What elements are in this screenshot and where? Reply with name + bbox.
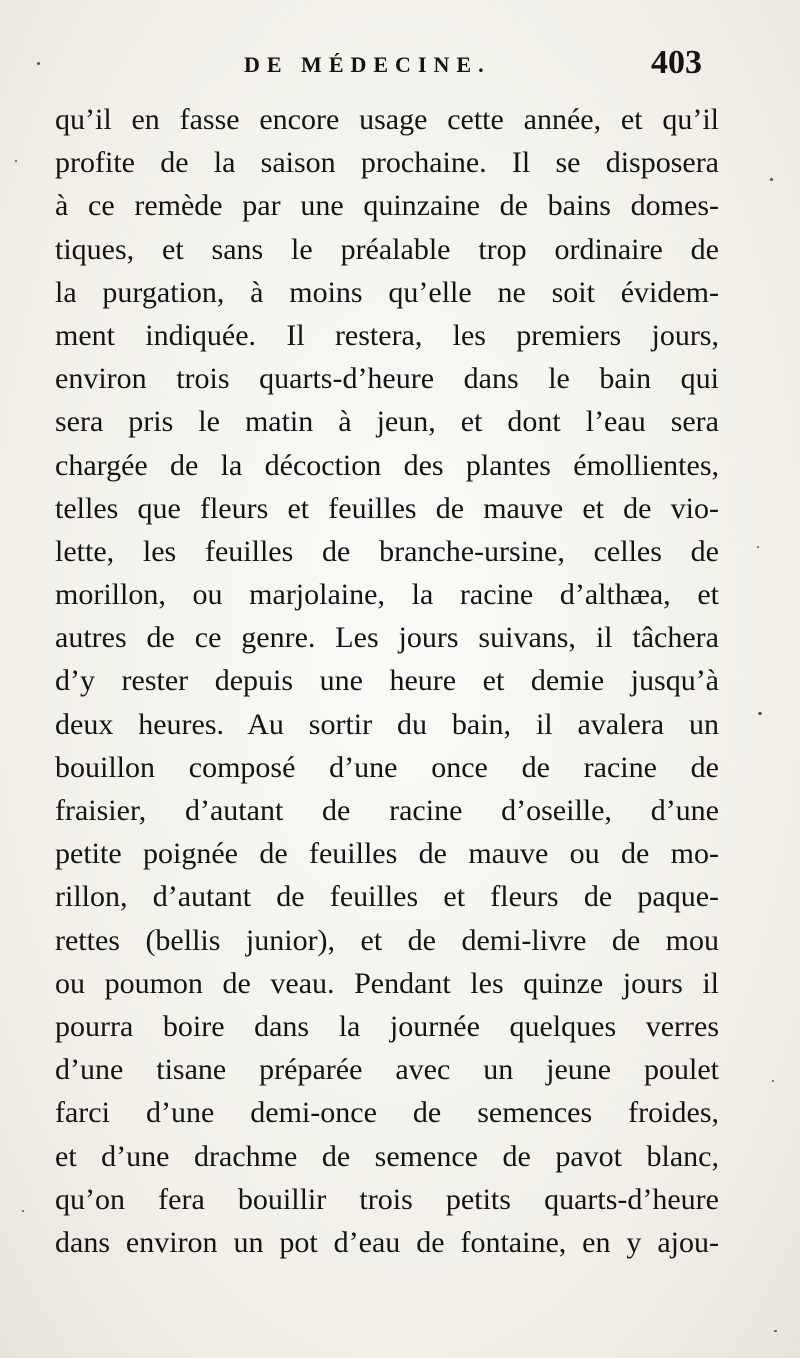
speck xyxy=(22,1210,24,1212)
text-line: qu’il en fasse encore usage cette année, et qu’il xyxy=(55,103,719,136)
speck xyxy=(774,1330,777,1332)
text-line: rillon, d’autant de feuilles et fleurs de paque- xyxy=(55,880,719,914)
text-line: lette, les feuilles de branche-ursine, celles de xyxy=(55,534,719,568)
text-line: petite poignée de feuilles de mauve ou de mo- xyxy=(55,837,719,871)
text-line: d’y rester depuis une heure et demie jusqu’à xyxy=(55,664,719,698)
page-number: 403 xyxy=(651,44,702,81)
speck xyxy=(772,1080,774,1082)
text-line: farci d’une demi-once de semences froides, xyxy=(55,1096,719,1130)
text-line: deux heures. Au sortir du bain, il avalera un xyxy=(55,707,719,741)
speck xyxy=(37,62,40,65)
text-line: tiques, et sans le préalable trop ordinaire de xyxy=(55,232,719,266)
body-text xyxy=(55,98,719,1264)
speck xyxy=(758,712,762,715)
text-line: rettes (bellis junior), et de demi-livre de mou xyxy=(55,923,719,957)
text-line: chargée de la décoction des plantes émollientes, xyxy=(55,448,719,482)
speck xyxy=(770,178,773,181)
speck xyxy=(15,160,17,162)
text-line: environ trois quarts-d’heure dans le bain qui xyxy=(55,362,719,396)
text-line: bouillon composé d’une once de racine de xyxy=(55,750,719,784)
text-line: profite de la saison prochaine. Il se disposera xyxy=(55,146,719,180)
running-title: DE MÉDECINE. xyxy=(244,52,491,77)
text-line: fraisier, d’autant de racine d’oseille, d’une xyxy=(55,794,719,827)
page-header xyxy=(0,44,800,88)
text-line: pourra boire dans la journée quelques verres xyxy=(55,1009,719,1043)
text-line: autres de ce genre. Les jours suivans, il tâchera xyxy=(55,621,719,655)
text-line: qu’on fera bouillir trois petits quarts-d’heure xyxy=(55,1182,719,1216)
text-line: sera pris le matin à jeun, et dont l’eau sera xyxy=(55,405,719,439)
text-line: morillon, ou marjolaine, la racine d’althæa, et xyxy=(55,578,719,612)
text-line: telles que fleurs et feuilles de mauve et de vio- xyxy=(55,491,719,525)
text-line: d’une tisane préparée avec un jeune poulet xyxy=(55,1053,719,1087)
text-line: ou poumon de veau. Pendant les quinze jours il xyxy=(55,966,719,1000)
text-line: la purgation, à moins qu’elle ne soit évidem- xyxy=(55,275,719,309)
text-line: dans environ un pot d’eau de fontaine, en y ajou- xyxy=(55,1225,719,1259)
text-line: à ce remède par une quinzaine de bains domes- xyxy=(55,189,719,223)
text-line: ment indiquée. Il restera, les premiers jours, xyxy=(55,318,719,352)
speck xyxy=(757,546,759,548)
text-line: et d’une drachme de semence de pavot blanc, xyxy=(55,1139,719,1173)
